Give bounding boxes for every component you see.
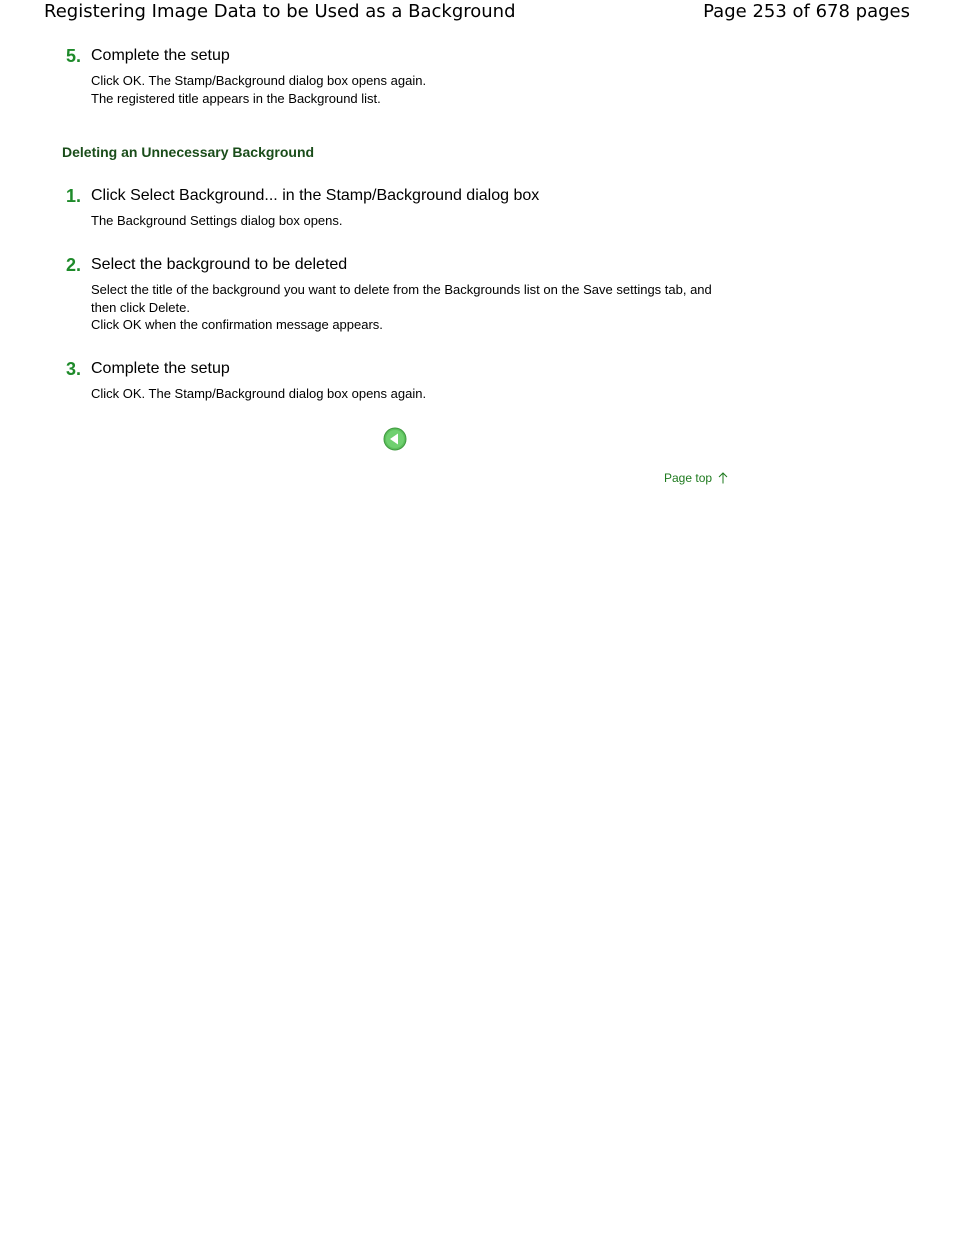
back-button[interactable] [383,427,407,451]
step-title: Select the background to be deleted [91,256,348,273]
step-title: Click Select Background... in the Stamp/Background dialog box [91,187,540,204]
step-description [91,385,731,403]
step-number: 5. [66,46,82,66]
step-number: 1. [66,186,82,206]
step-number: 3. [66,359,82,379]
page-top-label: Page top [664,471,713,485]
step-number: 2. [66,255,82,275]
up-arrow-icon [718,472,728,484]
page-count: Page 253 of 678 pages [703,1,910,22]
step-text: The registered title appears in the Background list. [91,90,381,106]
step-text: Select the title of the background you want to delete from the Backgrounds list on the Save settings tab, and then click Delete. [91,282,712,315]
page-top-link[interactable] [664,470,728,486]
back-arrow-circle-icon [383,427,407,451]
step-description [91,281,731,334]
step-title: Complete the setup [91,360,230,377]
step-title: Complete the setup [91,47,230,64]
step-description [91,72,731,107]
step-text: The Background Settings dialog box opens. [91,213,343,228]
page-header [0,0,954,28]
step-text: Click OK. The Stamp/Background dialog box opens again. [91,73,427,88]
step-text: Click OK. The Stamp/Background dialog box opens again. [91,386,427,401]
section-heading: Deleting an Unnecessary Background [62,144,315,160]
document-title: Registering Image Data to be Used as a Background [44,1,516,22]
step-text: Click OK when the confirmation message appears. [91,317,383,332]
step-description [91,212,731,230]
